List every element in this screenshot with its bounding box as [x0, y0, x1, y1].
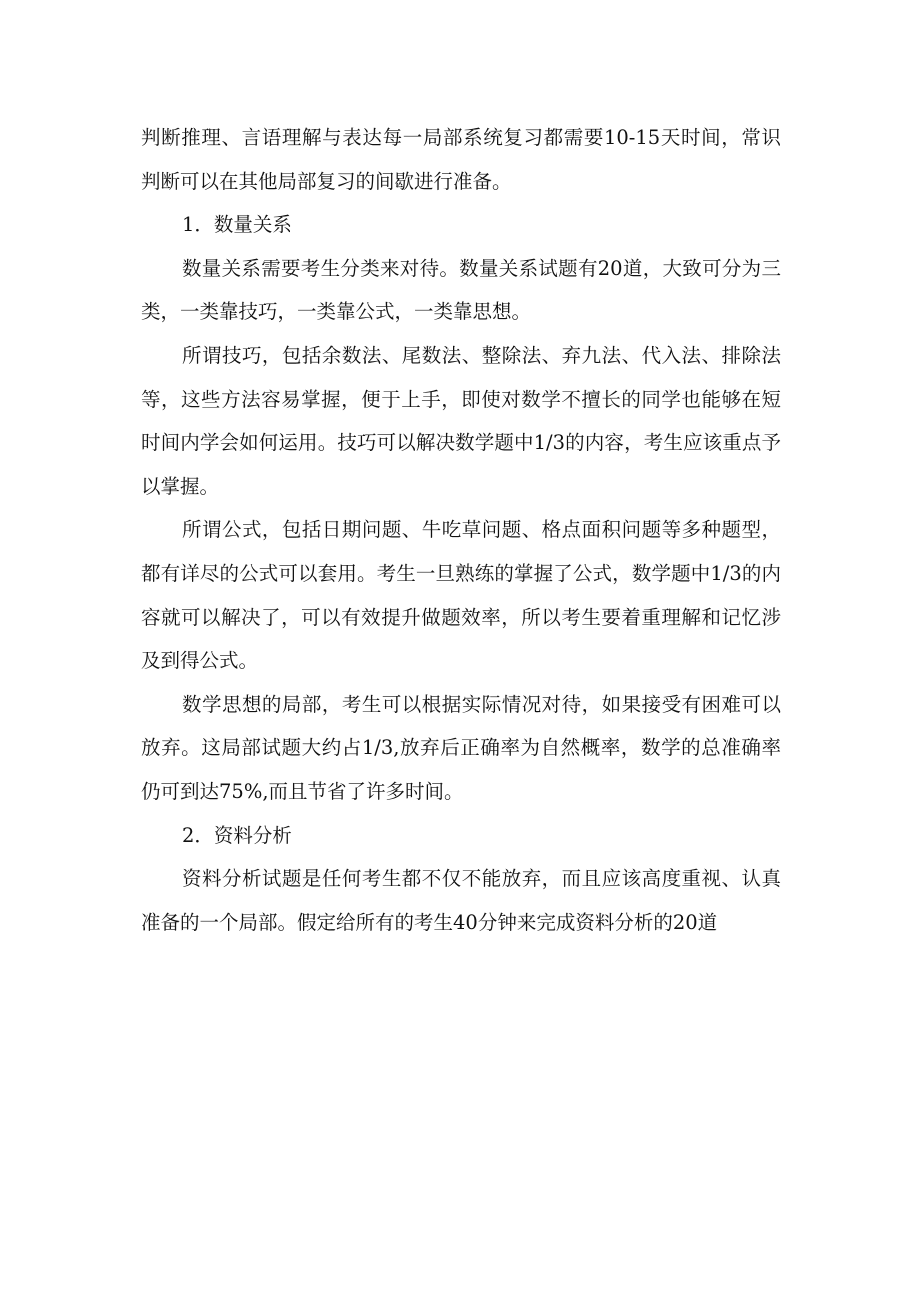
paragraph: 数学思想的局部，考生可以根据实际情况对待，如果接受有困难可以放弃。这局部试题大约占1/3,放弃后正确率为自然概率，数学的总准确率仍可到达75%,而且节省了许多时间。	[141, 692, 781, 803]
paragraph: 所谓公式，包括日期问题、牛吃草问题、格点面积问题等多种题型，都有详尽的公式可以套用。考生一旦熟练的掌握了公式，数学题中1/3的内容就可以解决了，可以有效提升做题效率，所以考生要着重理解和记忆涉及到得公式。	[141, 518, 781, 673]
section-heading-data-analysis: 2．资料分析	[182, 823, 292, 847]
document-body	[141, 116, 781, 944]
paragraph: 数量关系需要考生分类来对待。数量关系试题有20道，大致可分为三类，一类靠技巧，一类靠公式，一类靠思想。	[141, 256, 781, 324]
paragraph: 所谓技巧，包括余数法、尾数法、整除法、弃九法、代入法、排除法等，这些方法容易掌握，便于上手，即使对数学不擅长的同学也能够在短时间内学会如何运用。技巧可以解决数学题中1/3的内容，考生应该重点予以掌握。	[141, 343, 781, 498]
paragraph-continued: 判断推理、言语理解与表达每一局部系统复习都需要10-15天时间，常识判断可以在其他局部复习的间歇进行准备。	[141, 126, 781, 193]
section-heading-quantitative: 1．数量关系	[182, 213, 292, 237]
paragraph: 资料分析试题是任何考生都不仅不能放弃，而且应该高度重视、认真准备的一个局部。假定给所有的考生40分钟来完成资料分析的20道	[141, 867, 781, 934]
